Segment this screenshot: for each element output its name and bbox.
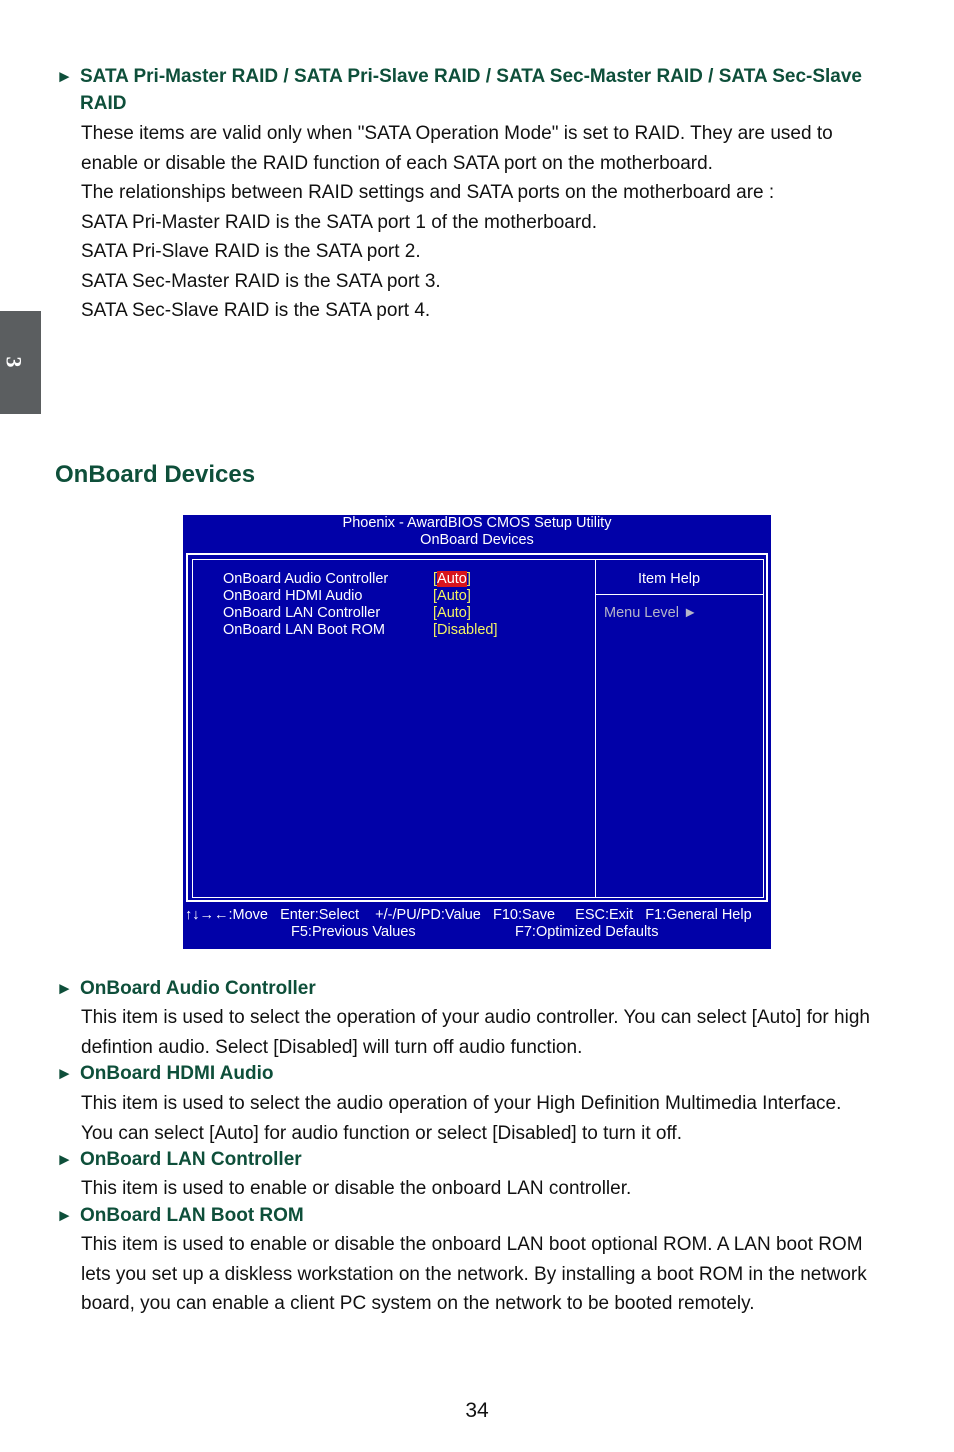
bullet-arrow-icon: ► (56, 1064, 73, 1083)
bios-value-audio-controller[interactable] (433, 571, 471, 588)
bios-key-f7: F7:Optimized Defaults (515, 924, 659, 940)
bullet-arrow-icon: ► (56, 979, 73, 998)
paragraph-line: This item is used to select the audio operation of your High Definition Multimedia Interface. (81, 1093, 842, 1114)
menu-level: Menu Level ► (604, 605, 698, 621)
bios-key-help: ↑↓→←:Move Enter:Select +/-/PU/PD:Value F10:Save ESC:Exit F1:General Help (185, 907, 752, 923)
bios-item-hdmi-audio[interactable]: OnBoard HDMI Audio (223, 588, 363, 604)
bios-frame (186, 553, 768, 902)
paragraph-line: enable or disable the RAID function of each SATA port on the motherboard. (81, 152, 713, 174)
chapter-tab (0, 311, 41, 414)
bios-divider (595, 560, 596, 897)
hdmi-audio-description (81, 1089, 901, 1148)
heading-text: OnBoard HDMI Audio (80, 1063, 274, 1084)
heading-text: OnBoard LAN Boot ROM (80, 1205, 304, 1226)
bullet-arrow-icon: ► (56, 1206, 73, 1225)
paragraph-line: These items are valid only when "SATA Operation Mode" is set to RAID. They are used to (81, 123, 833, 144)
bios-value-lan-controller[interactable]: [Auto] (433, 605, 471, 621)
bios-screen (183, 515, 771, 949)
bracket-close: ] (466, 571, 471, 587)
hdmi-audio-heading (56, 1060, 274, 1087)
bios-frame-inner (192, 559, 764, 898)
sata-raid-heading-line2: RAID (80, 93, 127, 114)
bullet-arrow-icon: ► (56, 67, 73, 86)
audio-controller-heading (56, 975, 316, 1002)
help-separator (596, 594, 763, 595)
chapter-number: 3 (1, 356, 27, 368)
bios-value-lan-boot-rom[interactable]: [Disabled] (433, 622, 498, 638)
page-number: 34 (465, 1399, 489, 1422)
paragraph-line: This item is used to enable or disable the onboard LAN boot optional ROM. A LAN boot ROM (81, 1234, 863, 1255)
paragraph-line: lets you set up a diskless workstation on the network. By installing a boot ROM in the network (81, 1263, 867, 1285)
paragraph-line: SATA Pri-Master RAID is the SATA port 1 of the motherboard. (81, 211, 598, 233)
bracket-open: [ (433, 571, 438, 587)
paragraph-line: The relationships between RAID settings and SATA ports on the motherboard are : (81, 182, 775, 203)
bios-key-f5: F5:Previous Values (291, 924, 416, 940)
lan-controller-heading (56, 1146, 302, 1173)
paragraph-line: You can select [Auto] for audio function or select [Disabled] to turn it off. (81, 1122, 682, 1144)
sata-raid-heading (56, 63, 910, 117)
lan-boot-rom-description (81, 1230, 901, 1319)
bios-title: Phoenix - AwardBIOS CMOS Setup Utility (342, 515, 612, 531)
paragraph-line: SATA Pri-Slave RAID is the SATA port 2. (81, 241, 421, 262)
paragraph-line: defintion audio. Select [Disabled] will turn off audio function. (81, 1036, 583, 1058)
bullet-arrow-icon: ► (56, 1150, 73, 1169)
heading-text: OnBoard Audio Controller (80, 978, 316, 999)
sata-raid-heading-line1: SATA Pri-Master RAID / SATA Pri-Slave RAID / SATA Sec-Master RAID / SATA Sec-Slave (80, 66, 862, 87)
lan-controller-description (81, 1174, 901, 1204)
paragraph-line: This item is used to enable or disable the onboard LAN controller. (81, 1178, 632, 1199)
paragraph-line: SATA Sec-Slave RAID is the SATA port 4. (81, 300, 431, 321)
bios-item-lan-boot-rom[interactable]: OnBoard LAN Boot ROM (223, 622, 385, 638)
section-title: OnBoard Devices (55, 461, 256, 488)
paragraph-line: This item is used to select the operation of your audio controller. You can select [Auto] for high (81, 1007, 870, 1028)
bios-value-hdmi-audio[interactable]: [Auto] (433, 588, 471, 604)
item-help-title: Item Help (638, 571, 701, 587)
sata-raid-description (81, 119, 901, 326)
lan-boot-rom-heading (56, 1202, 304, 1229)
audio-controller-description (81, 1003, 901, 1062)
heading-text: OnBoard LAN Controller (80, 1149, 302, 1170)
selected-value[interactable]: Auto (437, 571, 467, 587)
bios-item-lan-controller[interactable]: OnBoard LAN Controller (223, 605, 381, 621)
bios-item-audio-controller[interactable]: OnBoard Audio Controller (223, 571, 389, 587)
bios-subtitle: OnBoard Devices (420, 532, 534, 548)
paragraph-line: board, you can enable a client PC system on the network to be booted remotely. (81, 1293, 755, 1314)
paragraph-line: SATA Sec-Master RAID is the SATA port 3. (81, 270, 441, 292)
